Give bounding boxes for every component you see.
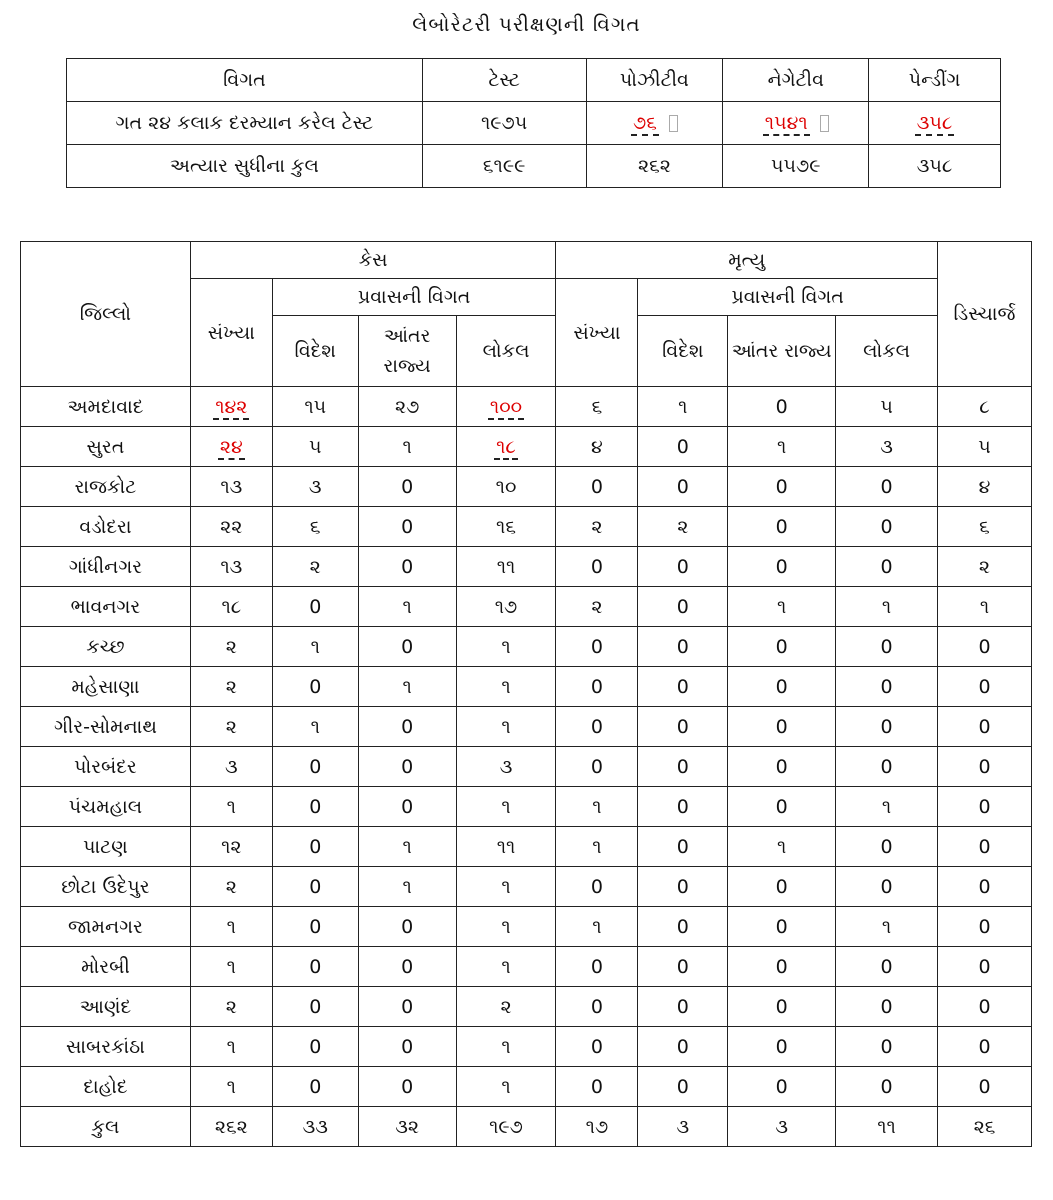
district-value-cell: 0 (638, 827, 728, 867)
lab-cell-value: ૭૬ (632, 112, 657, 134)
table-row (21, 987, 1032, 1027)
district-value-cell: 0 (272, 787, 358, 827)
district-value-cell: ૫ (272, 427, 358, 467)
district-value-cell: 0 (358, 987, 456, 1027)
district-value-cell: 0 (728, 547, 836, 587)
cases-travel-header: પ્રવાસની વિગત (272, 279, 556, 316)
district-value-cell: 0 (638, 947, 728, 987)
district-value-cell: 0 (938, 867, 1032, 907)
district-value-cell: ૫ (938, 427, 1032, 467)
district-value-cell: 0 (358, 1027, 456, 1067)
district-value-cell: 0 (638, 587, 728, 627)
district-value-cell: 0 (728, 1027, 836, 1067)
district-value-cell: ૧ (728, 827, 836, 867)
district-name-cell: કચ્છ (21, 627, 191, 667)
district-value-cell: 0 (638, 1027, 728, 1067)
lab-header-row (67, 59, 1001, 102)
district-value-cell: ૧૧ (456, 547, 556, 587)
district-value-cell: ૧ (190, 787, 272, 827)
district-value-cell: 0 (556, 747, 638, 787)
district-value-cell: ૨૭ (358, 387, 456, 427)
district-value-cell: ૧ (556, 787, 638, 827)
page-title: લેબોરેટરી પરીક્ષણની વિગત (412, 12, 641, 36)
district-value-cell: 0 (272, 747, 358, 787)
district-value-cell: 0 (358, 907, 456, 947)
district-value-cell: 0 (358, 707, 456, 747)
discharge-header: ડિસ્ચાર્જ (938, 242, 1032, 387)
district-value-cell: ૧ (728, 427, 836, 467)
district-value-cell: 0 (556, 987, 638, 1027)
district-value-cell: ૧ (358, 827, 456, 867)
district-value-cell: ૩ (728, 1107, 836, 1147)
district-value-cell: ૧ (456, 1027, 556, 1067)
total-row (21, 1107, 1032, 1147)
district-value-cell: 0 (836, 547, 938, 587)
deaths-interstate-header: આંતર રાજ્ય (728, 316, 836, 387)
district-value-cell: 0 (358, 627, 456, 667)
district-value-cell: 0 (836, 1067, 938, 1107)
district-value-cell: ૮ (938, 387, 1032, 427)
district-value-cell: 0 (938, 827, 1032, 867)
lab-cell: ગત ૨૪ કલાક દરમ્યાન કરેલ ટેસ્ટ (67, 102, 423, 145)
district-value-cell: 0 (938, 987, 1032, 1027)
district-value-cell: 0 (556, 667, 638, 707)
cases-local-header: લોકલ (456, 316, 556, 387)
district-value-cell: ૫ (836, 387, 938, 427)
lab-cell: ૬૧૯૯ (422, 145, 586, 188)
district-name-cell: સાબરકાંઠા (21, 1027, 191, 1067)
district-name-cell: ગીર-સોમનાથ (21, 707, 191, 747)
district-value-cell: 0 (938, 667, 1032, 707)
district-value-cell: 0 (638, 907, 728, 947)
district-name-cell: પંચમહાલ (21, 787, 191, 827)
highlighted-value: ૧૪૨ (215, 395, 248, 418)
cases-count-header: સંખ્યા (190, 279, 272, 387)
placeholder-box-icon (820, 115, 829, 132)
district-value-cell: 0 (836, 667, 938, 707)
district-value-cell: ૨ (190, 627, 272, 667)
district-value-cell: 0 (836, 1027, 938, 1067)
lab-cell: ૫૫૭૯ (723, 145, 869, 188)
lab-cell: ૨૬૨ (586, 145, 723, 188)
district-value-cell: ૨ (556, 587, 638, 627)
district-name-cell: વડોદરા (21, 507, 191, 547)
district-value-cell: 0 (938, 707, 1032, 747)
district-value-cell: 0 (638, 627, 728, 667)
district-value-cell: ૨ (638, 507, 728, 547)
district-value-cell: 0 (272, 827, 358, 867)
district-value-cell: ૧ (358, 587, 456, 627)
placeholder-box-icon (669, 115, 678, 132)
district-value-cell: 0 (638, 667, 728, 707)
district-value-cell: ૧ (556, 907, 638, 947)
district-value-cell: 0 (358, 947, 456, 987)
district-value-cell: 0 (358, 547, 456, 587)
table-row (21, 547, 1032, 587)
district-value-cell: ૧૫ (272, 387, 358, 427)
district-value-cell: ૨ (556, 507, 638, 547)
district-value-cell: 0 (556, 947, 638, 987)
lab-header-cell: ટેસ્ટ (422, 59, 586, 102)
deaths-foreign-header: વિદેશ (638, 316, 728, 387)
district-value-cell: ૬ (556, 387, 638, 427)
cases-header: કેસ (190, 242, 556, 279)
table-row (21, 787, 1032, 827)
district-value-cell (190, 387, 272, 427)
district-value-cell: ૩ (638, 1107, 728, 1147)
district-value-cell: ૧ (358, 867, 456, 907)
district-name-cell: ભાવનગર (21, 587, 191, 627)
district-value-cell: 0 (938, 747, 1032, 787)
district-value-cell: 0 (836, 467, 938, 507)
district-value-cell: ૪ (556, 427, 638, 467)
district-value-cell: ૩ (272, 467, 358, 507)
lab-header-cell: નેગેટીવ (723, 59, 869, 102)
district-value-cell: ૨ (190, 987, 272, 1027)
district-value-cell: 0 (272, 1067, 358, 1107)
district-value-cell: ૧ (456, 707, 556, 747)
district-value-cell: 0 (272, 907, 358, 947)
district-value-cell: 0 (938, 627, 1032, 667)
district-value-cell: 0 (358, 1067, 456, 1107)
district-value-cell: 0 (728, 707, 836, 747)
district-value-cell: 0 (638, 547, 728, 587)
district-value-cell: ૧ (456, 947, 556, 987)
district-value-cell: ૧ (190, 1067, 272, 1107)
district-value-cell: 0 (836, 827, 938, 867)
district-value-cell: 0 (728, 747, 836, 787)
district-value-cell: ૧૭ (456, 587, 556, 627)
district-value-cell: 0 (638, 1067, 728, 1107)
highlighted-value: ૨૪ (219, 435, 243, 458)
district-value-cell: ૬ (938, 507, 1032, 547)
district-name-cell: રાજકોટ (21, 467, 191, 507)
district-value-cell: 0 (638, 747, 728, 787)
deaths-count-header: સંખ્યા (556, 279, 638, 387)
district-value-cell: 0 (728, 987, 836, 1027)
district-name-cell: મોરબી (21, 947, 191, 987)
district-name-cell: પાટણ (21, 827, 191, 867)
district-value-cell: 0 (728, 627, 836, 667)
district-value-cell: 0 (836, 627, 938, 667)
district-value-cell: ૧ (456, 667, 556, 707)
district-value-cell: 0 (638, 987, 728, 1027)
district-header: જિલ્લો (21, 242, 191, 387)
district-value-cell: 0 (836, 747, 938, 787)
table-row (21, 1067, 1032, 1107)
district-value-cell: 0 (728, 1067, 836, 1107)
district-value-cell: 0 (272, 667, 358, 707)
district-value-cell: ૬ (272, 507, 358, 547)
district-value-cell: 0 (836, 987, 938, 1027)
district-value-cell: ૧ (190, 947, 272, 987)
district-value-cell: 0 (638, 707, 728, 747)
deaths-travel-header: પ્રવાસની વિગત (638, 279, 938, 316)
district-name-cell: જામનગર (21, 907, 191, 947)
district-value-cell (190, 427, 272, 467)
table-row (21, 947, 1032, 987)
table-row (21, 667, 1032, 707)
district-value-cell: 0 (556, 467, 638, 507)
district-value-cell: 0 (836, 947, 938, 987)
highlighted-value: ૧૦૦ (489, 395, 523, 418)
district-value-cell: 0 (728, 907, 836, 947)
district-value-cell: ૧૭ (556, 1107, 638, 1147)
lab-cell: ૧૯૭૫ (422, 102, 586, 145)
table-row (21, 467, 1032, 507)
district-value-cell: ૨૨ (190, 507, 272, 547)
district-value-cell: 0 (638, 787, 728, 827)
district-value-cell: ૪ (938, 467, 1032, 507)
district-value-cell: ૧ (272, 627, 358, 667)
district-value-cell: ૧ (358, 667, 456, 707)
district-value-cell: 0 (728, 387, 836, 427)
cases-foreign-header: વિદેશ (272, 316, 358, 387)
district-value-cell: 0 (728, 667, 836, 707)
district-name-cell: અમદાવાદ (21, 387, 191, 427)
lab-header-cell: વિગત (67, 59, 423, 102)
table-row (21, 587, 1032, 627)
district-value-cell: 0 (556, 707, 638, 747)
district-value-cell: ૧ (938, 587, 1032, 627)
district-value-cell: 0 (556, 547, 638, 587)
district-value-cell: 0 (728, 947, 836, 987)
district-value-cell: ૨ (272, 547, 358, 587)
lab-cell (869, 102, 1001, 145)
district-value-cell: 0 (272, 1027, 358, 1067)
district-value-cell: ૧ (358, 427, 456, 467)
district-value-cell: ૧૧ (836, 1107, 938, 1147)
lab-cell-value: ૧૫૪૧ (764, 112, 808, 134)
district-value-cell: 0 (938, 1027, 1032, 1067)
district-value-cell: 0 (272, 987, 358, 1027)
district-value-cell: ૧૬ (456, 507, 556, 547)
highlighted-value: ૧૮ (496, 435, 516, 458)
district-value-cell: 0 (272, 587, 358, 627)
district-table (20, 241, 1032, 1147)
district-name-cell: દાહોદ (21, 1067, 191, 1107)
table-row (21, 747, 1032, 787)
district-value-cell: ૧ (190, 1027, 272, 1067)
district-value-cell: ૧ (456, 907, 556, 947)
district-value-cell: ૧૮ (190, 587, 272, 627)
district-value-cell: ૨૬ (938, 1107, 1032, 1147)
district-value-cell: ૧ (456, 787, 556, 827)
district-value-cell: ૧ (836, 907, 938, 947)
district-value-cell (456, 427, 556, 467)
district-value-cell: ૧ (836, 787, 938, 827)
district-value-cell: ૧૩ (190, 467, 272, 507)
table-row (21, 707, 1032, 747)
cases-interstate-header: આંતર રાજ્ય (358, 316, 456, 387)
district-name-cell: કુલ (21, 1107, 191, 1147)
district-value-cell: 0 (358, 787, 456, 827)
table-row (21, 1027, 1032, 1067)
district-value-cell: 0 (938, 907, 1032, 947)
district-value-cell: ૧૯૭ (456, 1107, 556, 1147)
district-value-cell: ૧ (456, 627, 556, 667)
district-value-cell: 0 (938, 1067, 1032, 1107)
district-value-cell: ૨ (190, 667, 272, 707)
lab-row-total (67, 145, 1001, 188)
lab-row-24h (67, 102, 1001, 145)
district-name-cell: મહેસાણા (21, 667, 191, 707)
district-header-row-1 (21, 242, 1032, 279)
district-value-cell: 0 (556, 1027, 638, 1067)
lab-cell (586, 102, 723, 145)
lab-test-table (66, 58, 1001, 188)
table-row (21, 907, 1032, 947)
district-value-cell: ૧ (728, 587, 836, 627)
district-value-cell: ૧ (456, 1067, 556, 1107)
district-value-cell: ૨ (190, 707, 272, 747)
district-value-cell: ૧ (836, 587, 938, 627)
lab-cell: અત્યાર સુધીના કુલ (67, 145, 423, 188)
lab-cell (723, 102, 869, 145)
district-value-cell: 0 (836, 867, 938, 907)
district-value-cell: 0 (272, 867, 358, 907)
lab-cell: ૩૫૮ (869, 145, 1001, 188)
district-value-cell: ૩૨ (358, 1107, 456, 1147)
district-value-cell (456, 387, 556, 427)
district-name-cell: છોટા ઉદેપુર (21, 867, 191, 907)
district-value-cell: ૧ (638, 387, 728, 427)
district-value-cell: 0 (358, 467, 456, 507)
district-value-cell: ૧ (272, 707, 358, 747)
district-value-cell: 0 (358, 747, 456, 787)
district-value-cell: 0 (556, 1067, 638, 1107)
table-row (21, 827, 1032, 867)
lab-header-cell: પોઝીટીવ (586, 59, 723, 102)
district-name-cell: સુરત (21, 427, 191, 467)
district-value-cell: 0 (938, 947, 1032, 987)
district-value-cell: 0 (728, 787, 836, 827)
district-value-cell: ૩ (836, 427, 938, 467)
district-value-cell: ૧ (190, 907, 272, 947)
district-value-cell: ૧૦ (456, 467, 556, 507)
deaths-header: મૃત્યુ (556, 242, 938, 279)
table-row (21, 867, 1032, 907)
lab-header-cell: પેન્ડીંગ (869, 59, 1001, 102)
table-row (21, 507, 1032, 547)
district-value-cell: 0 (556, 627, 638, 667)
district-value-cell: ૨ (938, 547, 1032, 587)
table-row (21, 387, 1032, 427)
deaths-local-header: લોકલ (836, 316, 938, 387)
district-value-cell: ૧૧ (456, 827, 556, 867)
district-name-cell: ગાંધીનગર (21, 547, 191, 587)
district-value-cell: 0 (836, 507, 938, 547)
lab-cell-value: ૩૫૮ (916, 112, 953, 134)
district-value-cell: ૨૬૨ (190, 1107, 272, 1147)
district-value-cell: ૨ (190, 867, 272, 907)
table-row (21, 427, 1032, 467)
district-name-cell: આણંદ (21, 987, 191, 1027)
district-value-cell: ૧ (556, 827, 638, 867)
district-value-cell: 0 (556, 867, 638, 907)
district-value-cell: 0 (728, 467, 836, 507)
district-value-cell: 0 (638, 867, 728, 907)
district-value-cell: 0 (728, 867, 836, 907)
district-value-cell: ૧ (456, 867, 556, 907)
district-value-cell: ૩ (456, 747, 556, 787)
district-value-cell: ૩૩ (272, 1107, 358, 1147)
district-value-cell: ૧૨ (190, 827, 272, 867)
district-value-cell: 0 (272, 947, 358, 987)
district-value-cell: 0 (836, 707, 938, 747)
district-name-cell: પોરબંદર (21, 747, 191, 787)
table-row (21, 627, 1032, 667)
district-value-cell: ૨ (456, 987, 556, 1027)
district-value-cell: 0 (358, 507, 456, 547)
district-value-cell: 0 (638, 427, 728, 467)
district-value-cell: 0 (728, 507, 836, 547)
district-value-cell: ૧૩ (190, 547, 272, 587)
district-value-cell: ૩ (190, 747, 272, 787)
district-value-cell: 0 (638, 467, 728, 507)
district-value-cell: 0 (938, 787, 1032, 827)
